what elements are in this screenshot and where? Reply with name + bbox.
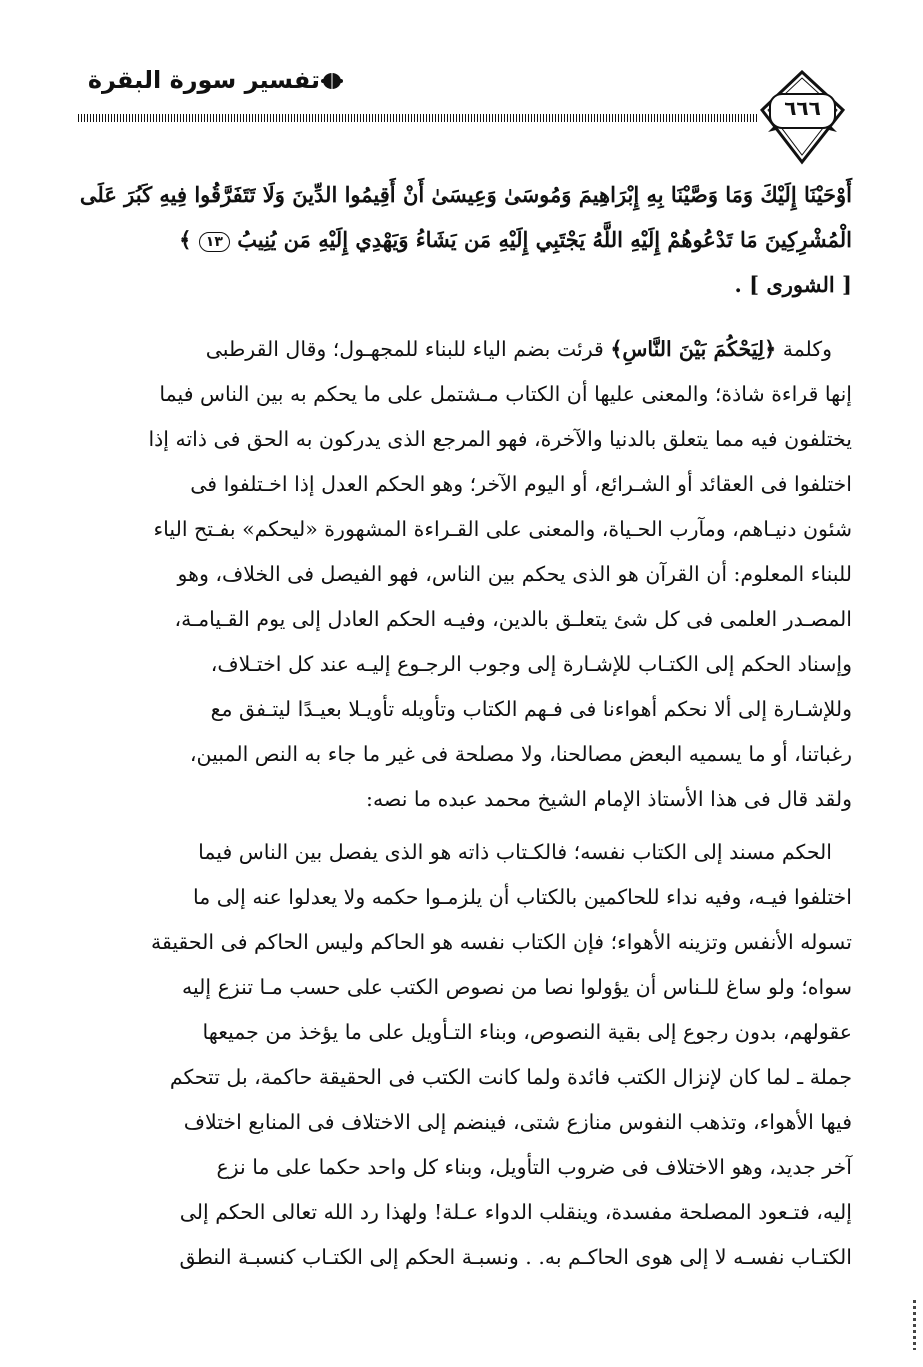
paragraph-line: اختلفوا فى العقائد أو الشـرائع، أو اليوم الآخر؛ وهو الحكم العدل إذا اخـتلفوا فى: [190, 472, 852, 496]
paragraph-line: آخر جديد، وهو الاختلاف فى ضروب التأويل، وبناء كل واحد حكما على ما نزع: [216, 1155, 852, 1179]
paragraph-line: الحكم مسند إلى الكتاب نفسه؛ فالكـتاب ذاته هو الذى يفصل بين الناس فيما: [198, 840, 832, 864]
paragraph-line: إنها قراءة شاذة؛ والمعنى عليها أن الكتاب مـشتمل على ما يحكم به بين الناس فيما: [159, 382, 852, 406]
paragraph-line: ولقد قال فى هذا الأستاذ الإمام الشيخ محمد عبده ما نصه:: [366, 787, 852, 811]
header-rule: [78, 114, 758, 122]
paragraph-line: وإسناد الحكم إلى الكتـاب للإشـارة إلى وجوب الرجـوع إليـه عند كل اختـلاف،: [210, 652, 852, 676]
paragraph-line: يختلفون فيه مما يتعلق بالدنيا والآخرة، فهو المرجع الذى يدركون به الحق فى ذاته إذا: [148, 427, 852, 451]
ornament-icon: [320, 70, 344, 92]
paragraph-line: فيها الأهواء، وتذهب النفوس منازع شتى، فينضم إلى الاختلاف فى المنابع اختلاف: [183, 1110, 852, 1134]
scan-edge-mark: [913, 1300, 916, 1350]
paragraph-line: المصـدر العلمى فى كل شئ يتعلـق بالدين، وفيـه الحكم العادل إلى يوم القـيامـة،: [174, 607, 852, 631]
paragraph-line: وللإشـارة إلى ألا نحكم أهواءنا فى فـهم الكتاب وتأويله تأويـلا بعيـدًا ليتـفق مع: [210, 697, 852, 721]
surah-reference: [ الشورى ] .: [734, 272, 852, 297]
verse-text: الْمُشْرِكِينَ مَا تَدْعُوهُمْ إِلَيْهِ اللَّهُ يَجْتَبِي إِلَيْهِ مَن يَشَاءُ وَيَهْدِي إِلَيْهِ مَن يُنِيبُ: [237, 227, 852, 252]
paragraph-commentary: [70, 327, 852, 822]
verse-line: أَوْحَيْنَا إِلَيْكَ وَمَا وَصَّيْنَا بِهِ إِبْرَاهِيمَ وَمُوسَىٰ وَعِيسَىٰ أَنْ أَقِيمُوا الدِّينَ وَلَا تَتَفَرَّقُوا فِيهِ كَبُرَ عَلَى: [79, 182, 852, 207]
verse-line: [70, 217, 852, 262]
paragraph-quotation: [70, 830, 852, 1280]
paragraph-line: رغباتنا، أو ما يسميه البعض مصالحنا، ولا مصلحة فى غير ما جاء به النص المبين،: [189, 742, 852, 766]
line-text: قرئت بضم الياء للبناء للمجهـول؛ وقال القرطبى: [205, 337, 604, 361]
ayah-number: ١٣: [199, 232, 230, 252]
paragraph-line: سواه؛ ولو ساغ للـناس أن يؤولوا نصا من نصوص الكتب على حسب مـا تنزع إليه: [181, 975, 852, 999]
paragraph-line: شئون دنيـاهم، ومآرب الحـياة، والمعنى على القـراءة المشهورة «ليحكم» بفـتح الياء: [153, 517, 852, 541]
quran-quote: ﴿لِيَحْكُمَ بَيْنَ النَّاسِ﴾: [610, 337, 777, 361]
paragraph-line: للبناء المعلوم: أن القرآن هو الذى يحكم بين الناس، فهو الفيصل فى الخلاف، وهو: [177, 562, 852, 586]
paragraph-line: الكتـاب نفسـه لا إلى هوى الحاكـم به. . ونسبـة الحكم إلى الكتـاب كنسبـة النطق: [179, 1245, 852, 1269]
running-header-title: تفسير سورة البقرة: [87, 66, 320, 94]
paragraph-line: اختلفوا فيـه، وفيه نداء للحاكمين بالكتاب أن يلزمـوا حكمه ولا يعدلوا عنه إلى ما: [193, 885, 852, 909]
paragraph-line: إليه، فتـعود المصلحة مفسدة، وينقلب الدواء عـلة! ولهذا رد الله تعالى الحكم إلى: [179, 1200, 852, 1224]
paragraph-line: تسوله الأنفس وتزينه الأهواء؛ فإن الكتاب نفسه هو الحاكم وليس الحاكم فى الحقيقة: [151, 930, 852, 954]
verse-close-bracket: ﴾: [179, 227, 192, 252]
lead-word: وكلمة: [782, 337, 832, 361]
paragraph-line: عقولهم، بدون رجوع إلى بقية النصوص، وبناء التـأويل على ما يؤخذ من جميعها: [202, 1020, 852, 1044]
paragraph-line: [70, 327, 852, 372]
page-number: ٦٦٦: [784, 96, 821, 120]
paragraph-line: جملة ـ لما كان لإنزال الكتب فائدة ولما كانت الكتب فى الحقيقة حاكمة، بل تتحكم: [169, 1065, 852, 1089]
quran-verse-block: [70, 172, 852, 307]
